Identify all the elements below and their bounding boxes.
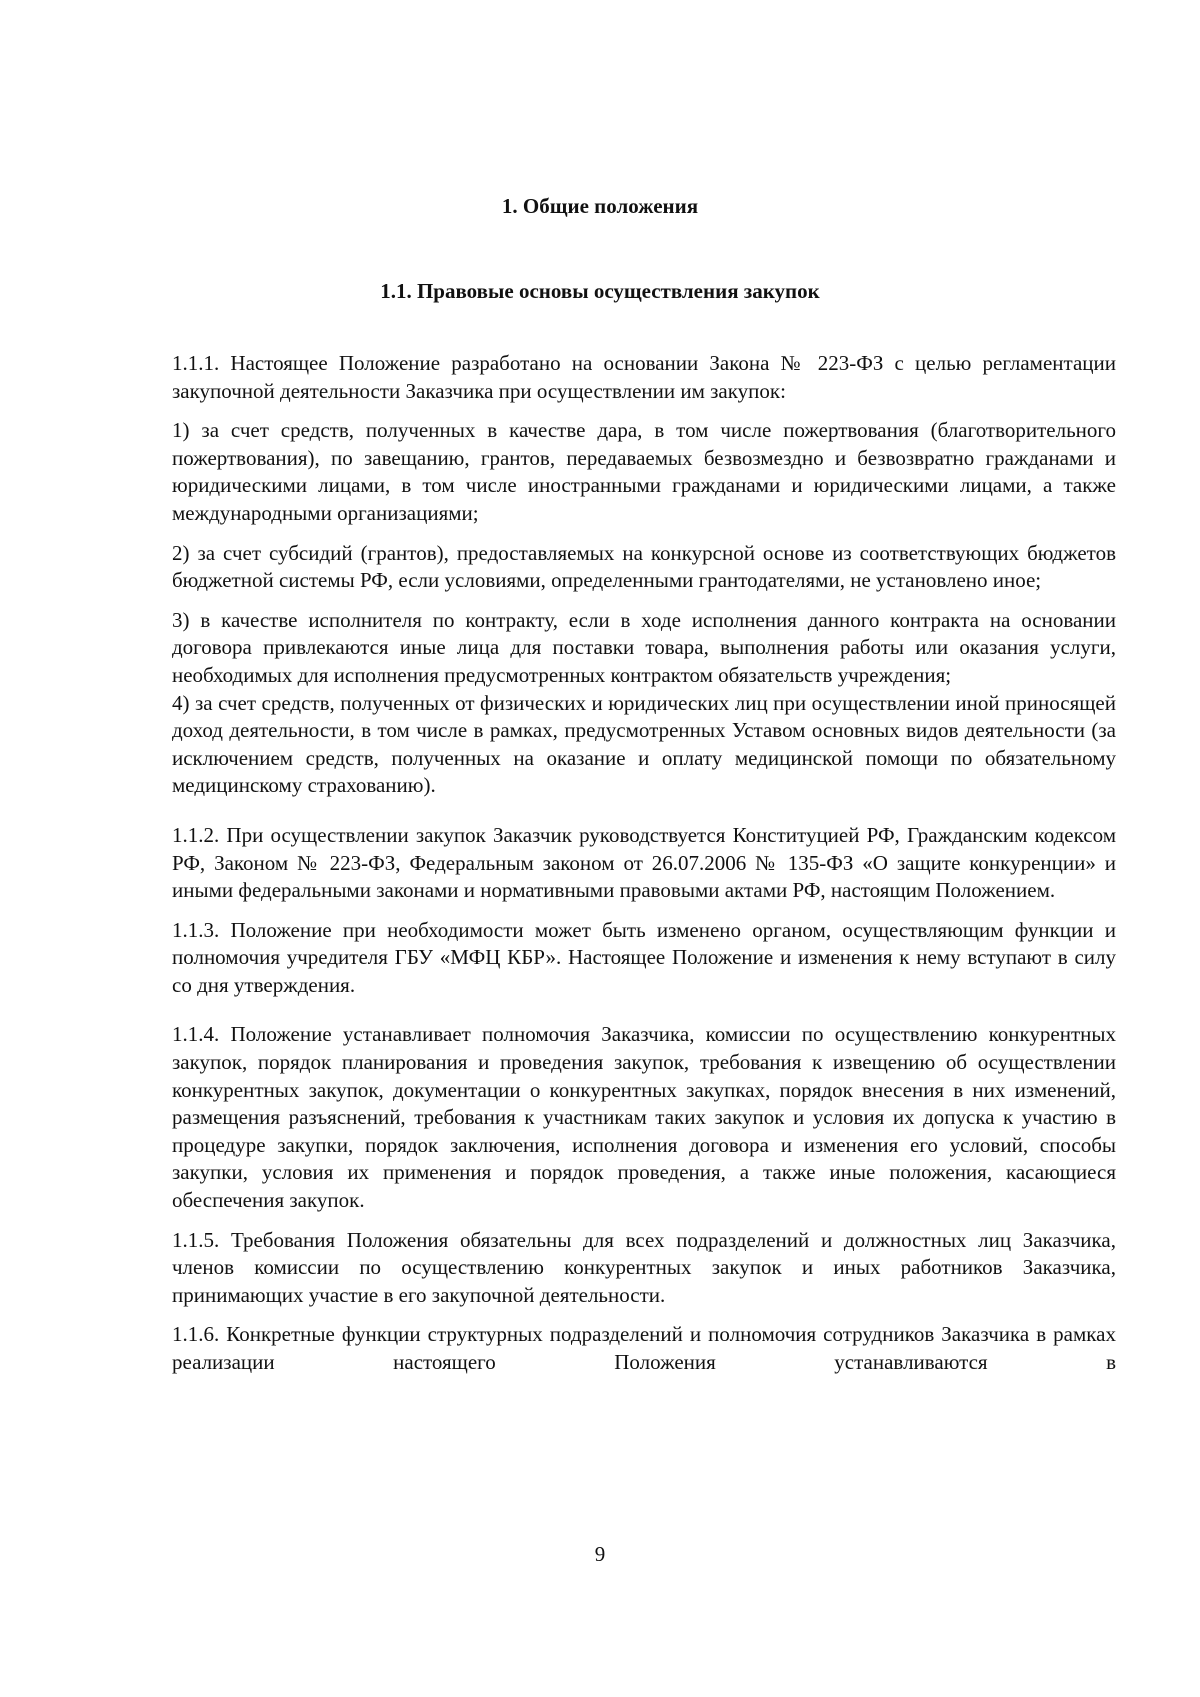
paragraph-1-1-3: 1.1.3. Положение при необходимости может быть изменено органом, осуществляющим функции и полномочия учредителя ГБУ «МФЦ КБР». Настоящее Положение и изменения к нему вступают в силу со дня утверждения. [172,917,1116,997]
paragraph-1-1-2: 1.1.2. При осуществлении закупок Заказчик руководствуется Конституцией РФ, Гражданским кодексом РФ, Законом № 223-ФЗ, Федеральным законом от 26.07.2006 № 135-ФЗ «О защите конкуренции» и иными федеральными законами и нормативными правовыми актами РФ, настоящим Положением. [172,822,1116,903]
paragraph-1-1-1: 1.1.1. Настоящее Положение разработано на основании Закона № 223-ФЗ с целью регламентации закупочной деятельности Заказчика при осуществлении им закупок: [172,351,1116,403]
paragraph-1-1-5: 1.1.5. Требования Положения обязательны для всех подразделений и должностных лиц Заказчика, членов комиссии по осуществлению конкурентных закупок и иных работников Заказчика, принимающих участие в его закупочной деятельности. [172,1227,1116,1307]
subsection-title: 1.1. Правовые основы осуществления закупок [380,279,820,303]
document-body [172,350,1116,1377]
list-item-1: 1) за счет средств, полученных в качестве дара, в том числе пожертвования (благотворительного пожертвования), по завещанию, грантов, передаваемых безвозмездно и безвозвратно гражданами и юридическими лицами, в том числе иностранными гражданами и юридическими лицами, а также международными организациями; [172,418,1116,525]
paragraph-1-1-6: 1.1.6. Конкретные функции структурных подразделений и полномочия сотрудников Заказчика в рамках реализации настоящего Положения устанавливаются в [172,1322,1116,1374]
page-number: 9 [594,1542,606,1566]
list-item-4: 4) за счет средств, полученных от физических и юридических лиц при осуществлении иной приносящей доход деятельности, в том числе в рамках, предусмотренных Уставом основных видов деятельности (за исключением средств, полученных на оказание и оплату медицинской помощи по обязательному медицинскому страхованию). [172,690,1116,798]
list-item-3: 3) в качестве исполнителя по контракту, если в ходе исполнения данного контракта на основании договора привлекаются иные лица для поставки товара, выполнения работы или оказания услуги, необходимых для исполнения предусмотренных контрактом обязательств учреждения; [172,607,1116,687]
list-item-2: 2) за счет субсидий (грантов), предоставляемых на конкурсной основе из соответствующих бюджетов бюджетной системы РФ, если условиями, определенными грантодателями, не установлено иное; [172,540,1116,593]
section-title: 1. Общие положения [501,194,699,218]
paragraph-1-1-4: 1.1.4. Положение устанавливает полномочия Заказчика, комиссии по осуществлению конкурентных закупок, порядок планирования и проведения закупок, требования к извещению об осуществлении конкурентных закупок, документации о конкурентных закупках, порядок внесения в них изменений, размещения разъяснений, требования к участникам таких закупок и условия их допуска к участию в процедуре закупки, порядок заключения, исполнения договора и изменения его условий, способы закупки, условия их применения и порядок проведения, а также иные положения, касающиеся обеспечения закупок. [172,1022,1116,1213]
